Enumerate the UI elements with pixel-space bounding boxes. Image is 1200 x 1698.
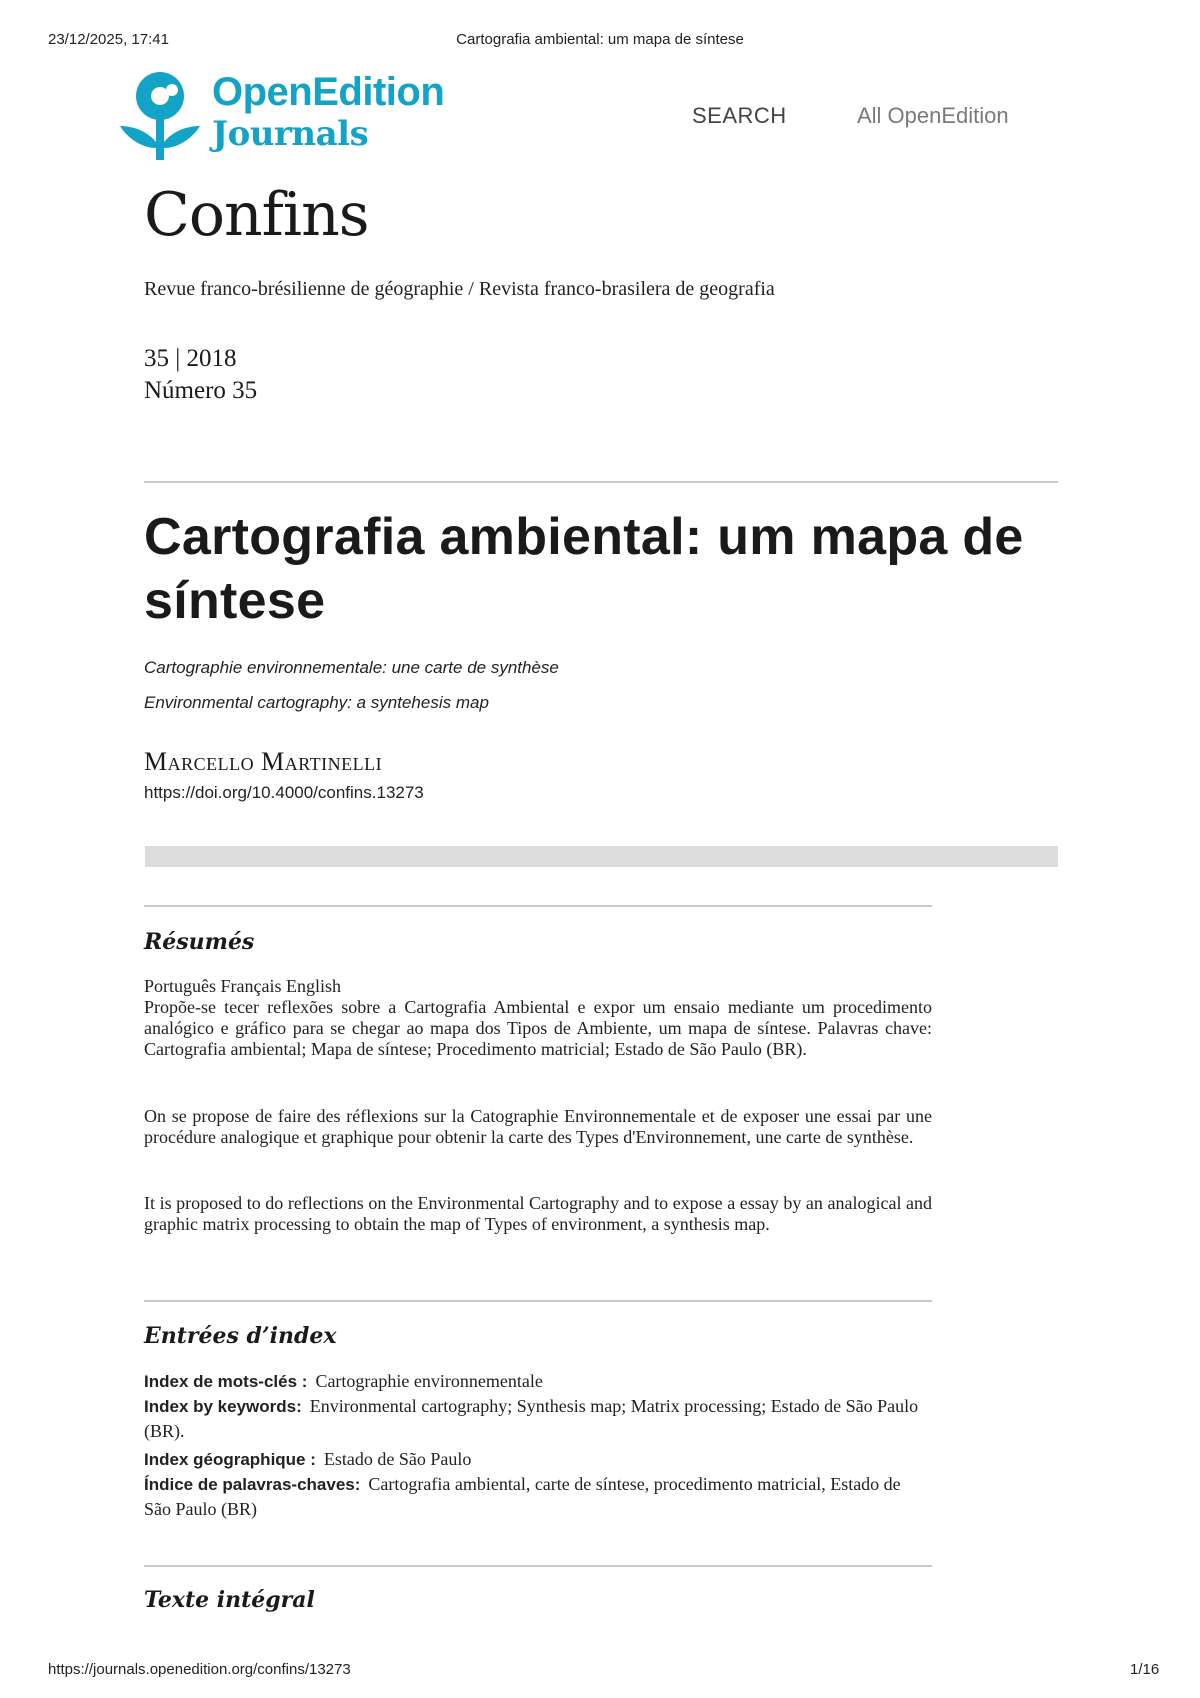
logo-text-openedition: OpenEdition	[212, 70, 445, 114]
search-link[interactable]: SEARCH	[692, 103, 787, 128]
index-value[interactable]: Environmental cartography; Synthesis map; Matrix processing; Estado de São Paulo (BR).	[144, 1396, 919, 1441]
author-name[interactable]: Marcello Martinelli	[144, 747, 383, 776]
article-title: Cartografia ambiental: um mapa de síntese	[144, 508, 1024, 630]
doi-link[interactable]: https://doi.org/10.4000/confins.13273	[144, 783, 424, 802]
index-entry	[144, 1472, 932, 1522]
divider	[144, 481, 1058, 483]
divider	[144, 1565, 932, 1567]
print-datetime: 23/12/2025, 17:41	[48, 31, 169, 48]
resumes-heading: Résumés	[144, 929, 255, 955]
print-url: https://journals.openedition.org/confins/13273	[48, 1661, 351, 1678]
index-entry	[144, 1447, 932, 1472]
texte-integral-heading: Texte intégral	[144, 1587, 315, 1613]
print-page-number: 1/16	[1130, 1661, 1160, 1678]
abstract-language-switcher[interactable]: Português Français English	[144, 976, 341, 996]
abstract-en: It is proposed to do reflections on the Environmental Cartography and to expose a essay by an analogical and graphic matrix processing to obtain the map of Types of environment, a synthesis map.	[144, 1193, 932, 1234]
logo-text-journals: Journals	[212, 114, 369, 154]
issue-number-year: 35 | 2018	[144, 345, 237, 372]
index-value[interactable]: Cartographie environnementale	[315, 1371, 543, 1391]
issue-info[interactable]	[144, 343, 257, 407]
openedition-logo[interactable]	[118, 70, 478, 165]
index-label: Índice de palavras-chaves:	[144, 1475, 361, 1494]
index-entry	[144, 1369, 932, 1394]
index-label: Index géographique :	[144, 1450, 316, 1469]
print-page-title: Cartografia ambiental: um mapa de síntese	[456, 31, 744, 48]
index-heading: Entrées d’index	[144, 1323, 337, 1349]
index-value[interactable]: Cartografia ambiental, carte de síntese, procedimento matricial, Estado de São Paulo (BR)	[144, 1474, 901, 1519]
divider	[144, 1300, 932, 1302]
openedition-flower-icon	[118, 70, 206, 162]
article-title-en: Environmental cartography: a syntehesis map	[144, 693, 489, 712]
toolbar-band	[145, 846, 1058, 867]
index-value[interactable]: Estado de São Paulo	[323, 1449, 472, 1469]
abstract-pt: Propõe-se tecer reflexões sobre a Cartografia Ambiental e expor um ensaio mediante um procedimento analógico e gráfico para se chegar ao mapa dos Tipos de Ambiente, um mapa de síntese. Palavras chave: Cartografia ambiental; Mapa de síntese; Procedimento matricial; Estado de São Paulo (BR).	[144, 997, 932, 1059]
journal-name[interactable]: Confins	[144, 180, 369, 250]
abstract-fr: On se propose de faire des réflexions sur la Catographie Environnementale et de exposer une essai par une procédure analogique et graphique pour obtenir la carte des Types d'Environnement, une carte de synthèse.	[144, 1106, 932, 1147]
article-title-fr: Cartographie environnementale: une carte de synthèse	[144, 658, 559, 677]
issue-label: Número 35	[144, 377, 258, 404]
index-entry	[144, 1394, 932, 1444]
index-label: Index by keywords:	[144, 1397, 302, 1416]
journal-subtitle: Revue franco-brésilienne de géographie / Revista franco-brasilera de geografia	[144, 278, 775, 300]
divider	[144, 905, 932, 907]
index-label: Index de mots-clés :	[144, 1372, 308, 1391]
all-openedition-link[interactable]: All OpenEdition	[857, 103, 1009, 128]
